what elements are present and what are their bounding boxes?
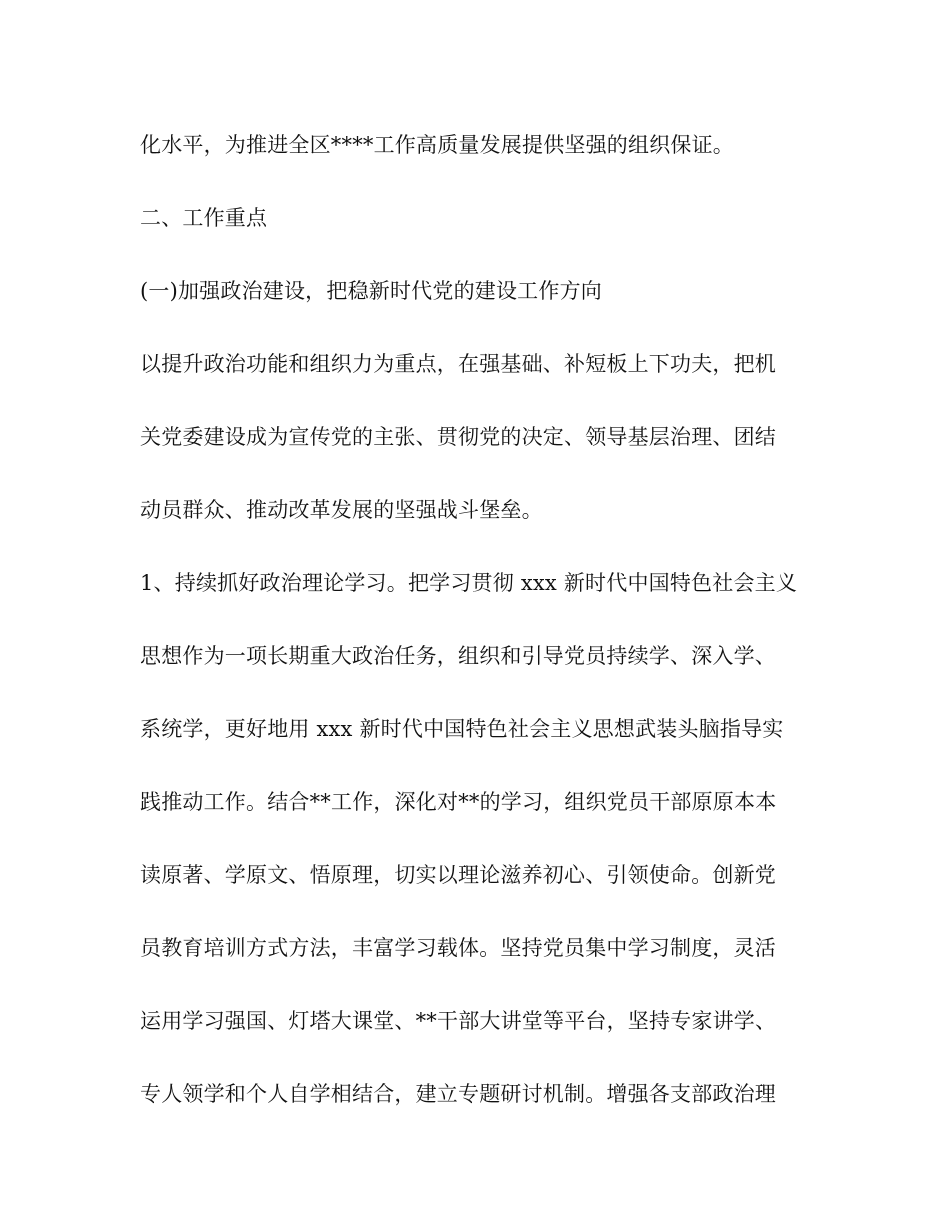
paragraph-line: 读原著、学原文、悟原理，切实以理论滋养初心、引领使命。创新党 [140, 863, 776, 887]
subsection-heading: (一)加强政治建设，把稳新时代党的建设工作方向 [140, 279, 602, 303]
paragraph-line: 化水平，为推进全区****工作高质量发展提供坚强的组织保证。 [140, 133, 734, 157]
paragraph-line: 专人领学和个人自学相结合，建立专题研讨机制。增强各支部政治理 [140, 1082, 776, 1106]
paragraph-line: 1、持续抓好政治理论学习。把学习贯彻 xxx 新时代中国特色社会主义 [140, 571, 798, 595]
paragraph-line: 动员群众、推动改革发展的坚强战斗堡垒。 [140, 498, 543, 522]
paragraph-line: 运用学习强国、灯塔大课堂、**干部大讲堂等平台，坚持专家讲学、 [140, 1009, 777, 1033]
paragraph-line: 践推动工作。结合**工作，深化对**的学习，组织党员干部原原本本 [140, 790, 777, 814]
paragraph-line: 员教育培训方式方法，丰富学习载体。坚持党员集中学习制度，灵活 [140, 936, 776, 960]
paragraph-line: 思想作为一项长期重大政治任务，组织和引导党员持续学、深入学、 [140, 644, 776, 668]
paragraph-line: 以提升政治功能和组织力为重点，在强基础、补短板上下功夫，把机 [140, 352, 776, 376]
paragraph-line: 关党委建设成为宣传党的主张、贯彻党的决定、领导基层治理、团结 [140, 425, 776, 449]
paragraph-line: 系统学，更好地用 xxx 新时代中国特色社会主义思想武装头脑指导实 [140, 717, 784, 741]
section-heading: 二、工作重点 [140, 206, 268, 230]
